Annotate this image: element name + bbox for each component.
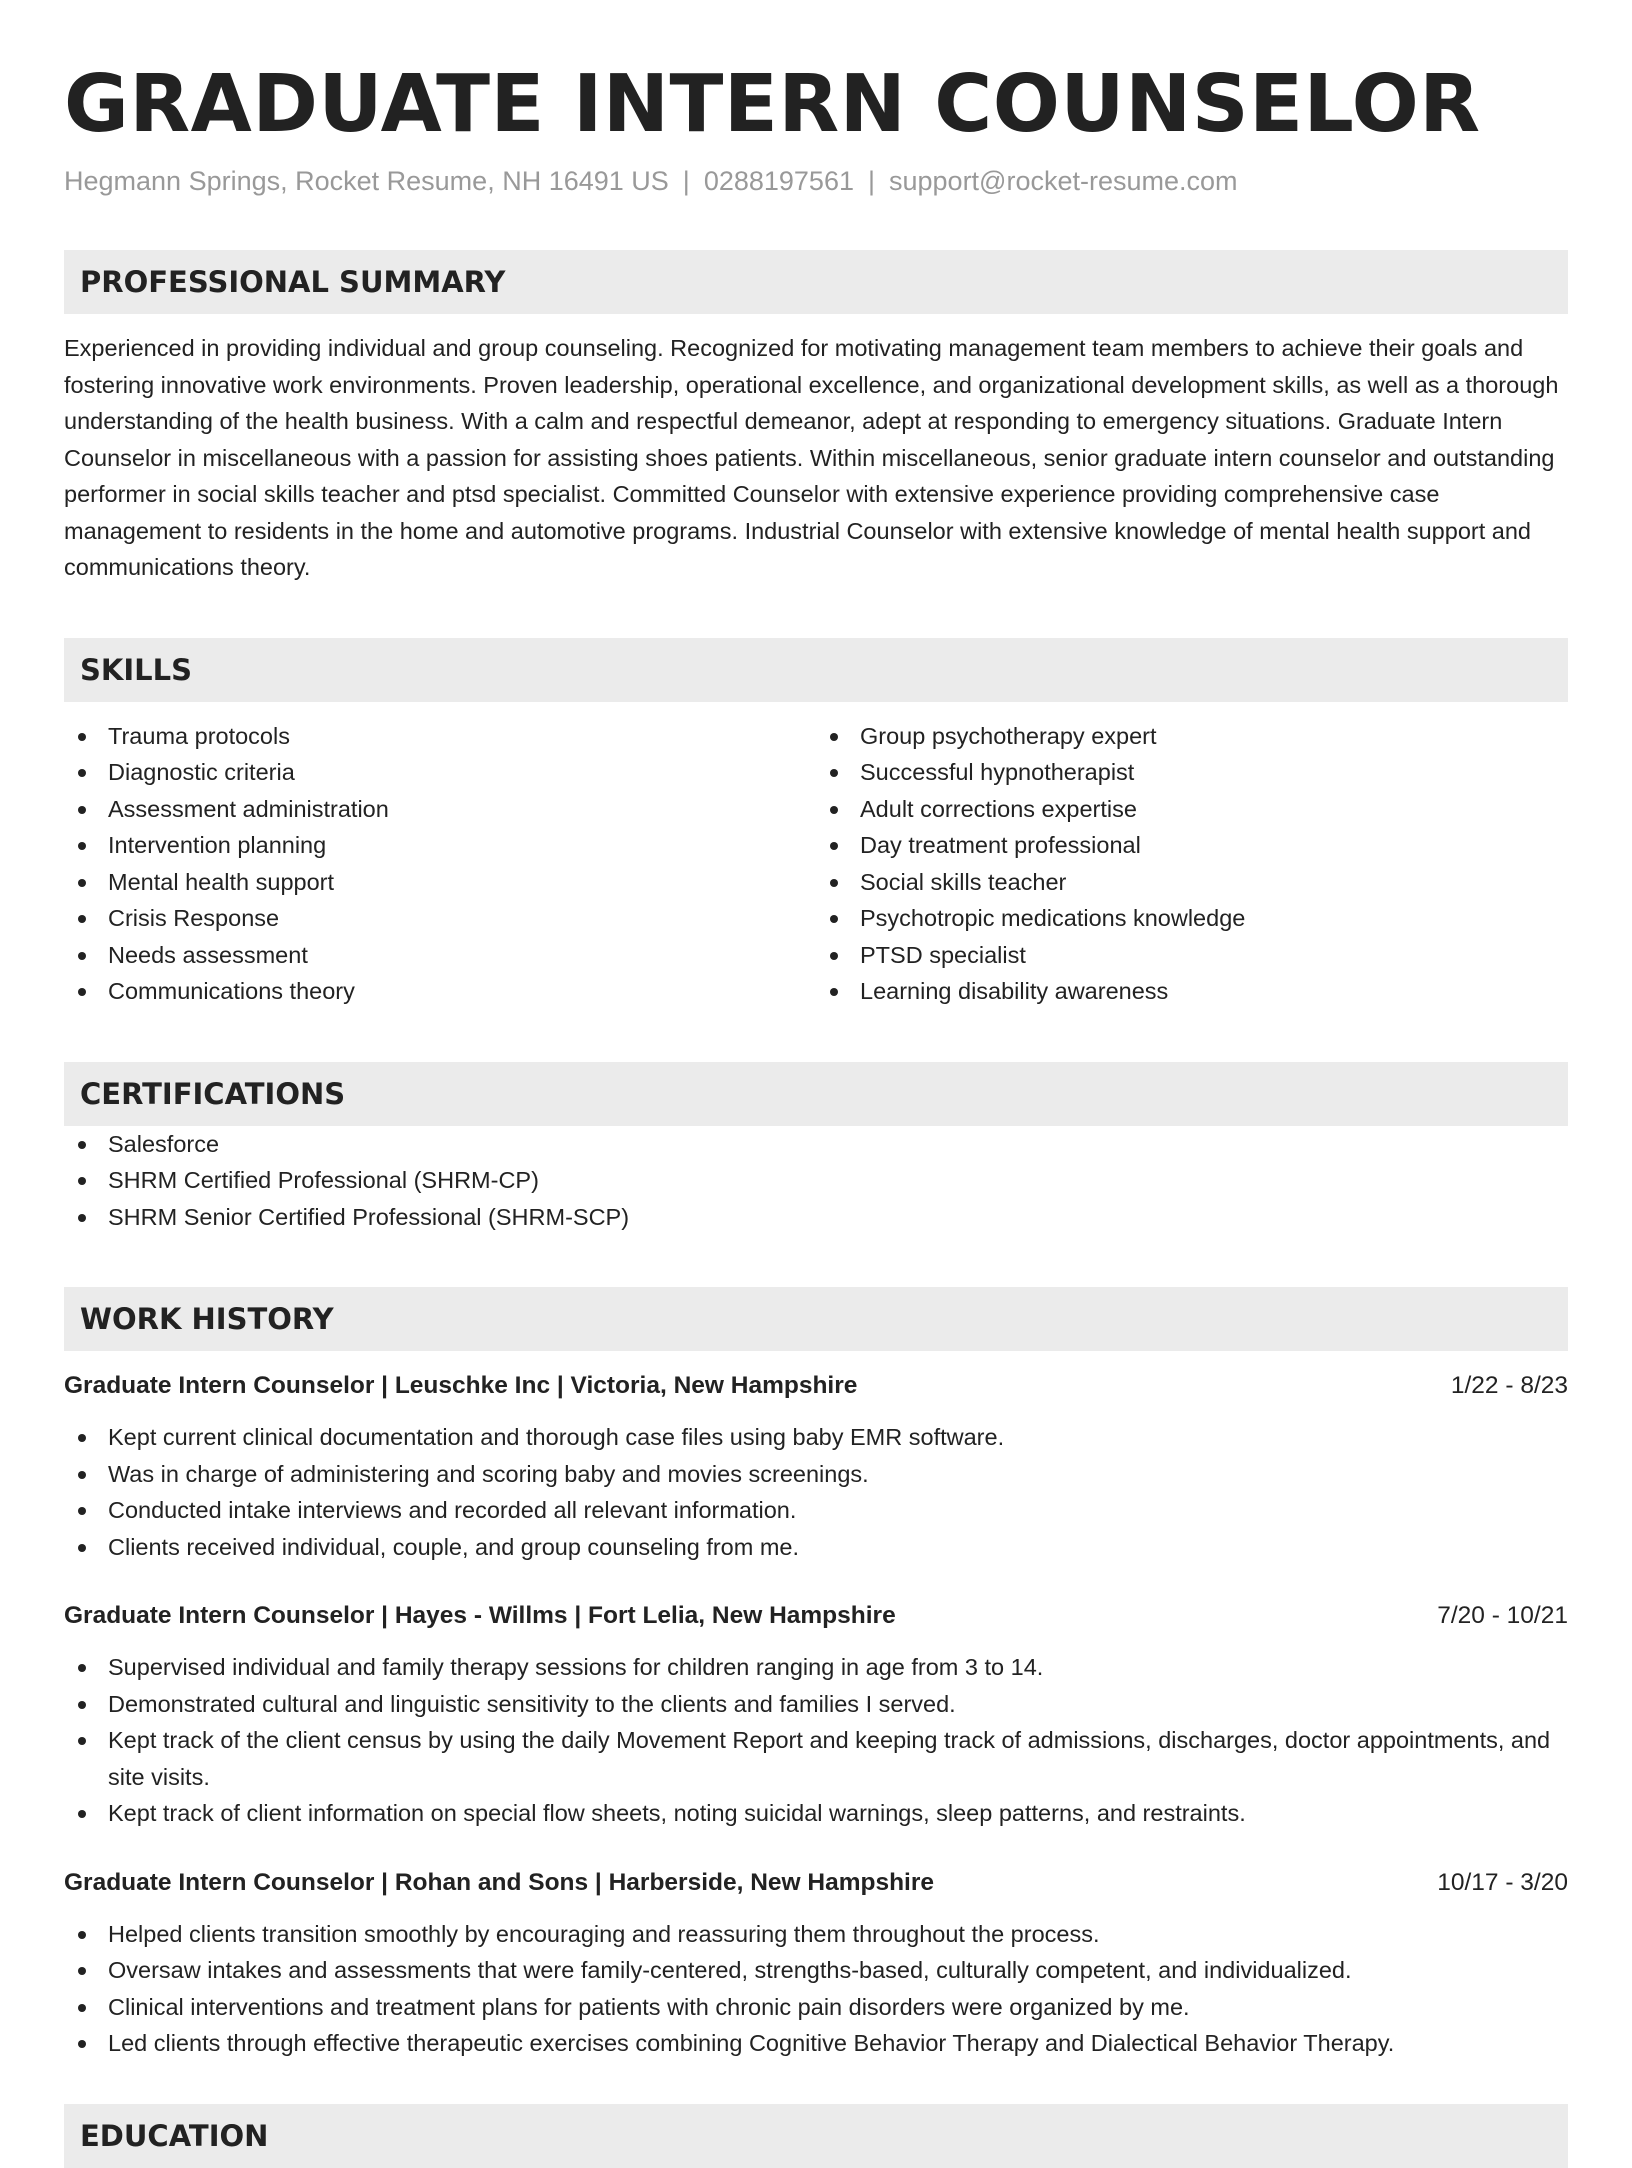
job-title: Graduate Intern Counselor | Hayes - Willms | Fort Lelia, New Hampshire — [64, 1602, 896, 1629]
contact-phone: 0288197561 — [703, 166, 854, 196]
job-duty: Oversaw intakes and assessments that were family-centered, strengths-based, culturally competent, and individualized. — [64, 1952, 1568, 1989]
job-dates: 7/20 - 10/21 — [1437, 1602, 1568, 1629]
skill-item: Needs assessment — [64, 937, 816, 974]
job-duty: Helped clients transition smoothly by encouraging and reassuring them throughout the process. — [64, 1916, 1568, 1953]
job-duties-list — [64, 1916, 1568, 2062]
skill-item: Assessment administration — [64, 791, 816, 828]
education-heading: EDUCATION — [64, 2104, 1568, 2168]
skills-heading: SKILLS — [64, 638, 1568, 702]
skill-item: Communications theory — [64, 973, 816, 1010]
candidate-name: GRADUATE INTERN COUNSELOR — [64, 58, 1481, 150]
job-duty: Clinical interventions and treatment plans for patients with chronic pain disorders were organized by me. — [64, 1989, 1568, 2026]
skills-right-list — [816, 718, 1568, 1010]
skill-item: Diagnostic criteria — [64, 754, 816, 791]
skill-item: Trauma protocols — [64, 718, 816, 755]
job-duty: Led clients through effective therapeutic exercises combining Cognitive Behavior Therapy and Dialectical Behavior Therapy. — [64, 2025, 1568, 2062]
skill-item: PTSD specialist — [816, 937, 1568, 974]
contact-separator: | — [867, 166, 875, 196]
job-header — [64, 1599, 1568, 1633]
job-title: Graduate Intern Counselor | Rohan and Sons | Harberside, New Hampshire — [64, 1868, 935, 1896]
contact-email[interactable]: support@rocket-resume.com — [889, 166, 1238, 196]
skill-item: Psychotropic medications knowledge — [816, 900, 1568, 937]
skill-item: Social skills teacher — [816, 864, 1568, 901]
job-entry — [64, 1599, 1568, 1832]
job-duties-list — [64, 1649, 1568, 1832]
contact-line — [64, 164, 1568, 198]
certification-item: SHRM Certified Professional (SHRM-CP) — [64, 1162, 1568, 1199]
job-dates: 10/17 - 3/20 — [1437, 1868, 1568, 1896]
skill-item: Day treatment professional — [816, 827, 1568, 864]
job-title: Graduate Intern Counselor | Leuschke Inc | Victoria, New Hampshire — [64, 1372, 858, 1399]
certifications-list — [64, 1126, 1568, 1236]
skills-left-list — [64, 718, 816, 1010]
summary-text: Experienced in providing individual and group counseling. Recognized for motivating management team members to achieve their goals and fostering innovative work environments. Proven leadership, operational excellence, and organizational development skills, as well as a thorough understanding of the health business. With a calm and respectful demeanor, adept at responding to emergency situations. Graduate Intern Counselor in miscellaneous with a passion for assisting shoes patients. Within miscellaneous, senior graduate intern counselor and outstanding performer in social skills teacher and ptsd specialist. Committed Counselor with extensive experience providing comprehensive case management to residents in the home and automotive programs. Industrial Counselor with extensive knowledge of mental health support and communications theory. — [64, 335, 1559, 580]
skill-item: Group psychotherapy expert — [816, 718, 1568, 755]
job-duty: Kept current clinical documentation and thorough case files using baby EMR software. — [64, 1419, 1568, 1456]
job-duty: Demonstrated cultural and linguistic sensitivity to the clients and families I served. — [64, 1686, 1568, 1723]
job-entry — [64, 1866, 1568, 2062]
skill-item: Intervention planning — [64, 827, 816, 864]
certification-item: Salesforce — [64, 1126, 1568, 1163]
job-duty: Clients received individual, couple, and group counseling from me. — [64, 1529, 1568, 1566]
job-header — [64, 1866, 1568, 1900]
job-duty: Kept track of the client census by using the daily Movement Report and keeping track of admissions, discharges, doctor appointments, and site visits. — [64, 1722, 1568, 1795]
job-duty: Conducted intake interviews and recorded all relevant information. — [64, 1492, 1568, 1529]
job-entry — [64, 1369, 1568, 1565]
job-duties-list — [64, 1419, 1568, 1565]
skills-columns — [64, 718, 1568, 1010]
job-duty: Kept track of client information on special flow sheets, noting suicidal warnings, sleep patterns, and restraints. — [64, 1795, 1568, 1832]
work-history-heading: WORK HISTORY — [64, 1287, 1568, 1351]
certification-item: SHRM Senior Certified Professional (SHRM-SCP) — [64, 1199, 1568, 1236]
contact-separator: | — [682, 166, 690, 196]
job-dates: 1/22 - 8/23 — [1450, 1372, 1568, 1399]
skill-item: Crisis Response — [64, 900, 816, 937]
skill-item: Adult corrections expertise — [816, 791, 1568, 828]
skill-item: Learning disability awareness — [816, 973, 1568, 1010]
skill-item: Successful hypnotherapist — [816, 754, 1568, 791]
job-duty: Was in charge of administering and scoring baby and movies screenings. — [64, 1456, 1568, 1493]
contact-address: Hegmann Springs, Rocket Resume, NH 16491 US — [64, 166, 669, 196]
certifications-heading: CERTIFICATIONS — [64, 1062, 1568, 1126]
job-header — [64, 1369, 1568, 1403]
summary-heading: PROFESSIONAL SUMMARY — [64, 250, 1568, 314]
skill-item: Mental health support — [64, 864, 816, 901]
job-duty: Supervised individual and family therapy sessions for children ranging in age from 3 to 14. — [64, 1649, 1568, 1686]
